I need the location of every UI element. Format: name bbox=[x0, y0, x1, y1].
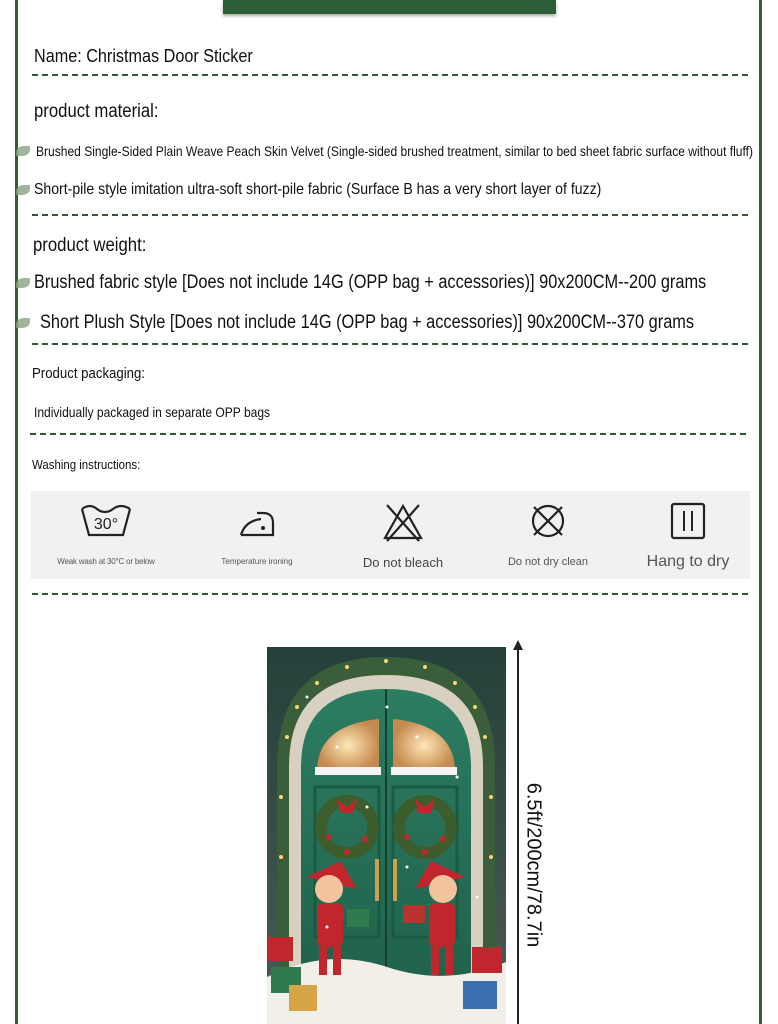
iron-item bbox=[187, 491, 327, 579]
packaging-heading: Product packaging: bbox=[32, 365, 146, 382]
washing-instructions-panel bbox=[31, 491, 750, 579]
wash-30-icon bbox=[79, 501, 133, 541]
svg-text:30°: 30° bbox=[93, 516, 119, 533]
leaf-decoration bbox=[16, 185, 30, 195]
no-bleach-icon bbox=[381, 501, 425, 545]
material-heading: product material: bbox=[34, 101, 159, 122]
divider bbox=[32, 343, 748, 345]
iron-label: Temperature ironing bbox=[221, 557, 293, 566]
divider bbox=[32, 214, 748, 216]
iron-icon bbox=[237, 501, 277, 541]
divider bbox=[32, 593, 748, 595]
hang-dry-label: Hang to dry bbox=[646, 553, 730, 570]
leaf-decoration bbox=[16, 278, 30, 288]
hang-dry-item bbox=[618, 491, 758, 579]
packaging-line: Individually packaged in separate OPP bags bbox=[34, 404, 271, 420]
no-bleach-label: Do not bleach bbox=[362, 555, 444, 570]
christmas-door-illustration bbox=[267, 647, 506, 1024]
no-dry-clean-label: Do not dry clean bbox=[507, 556, 589, 568]
leaf-decoration bbox=[16, 146, 30, 156]
divider bbox=[30, 433, 746, 435]
header-bar bbox=[223, 0, 556, 14]
weight-heading: product weight: bbox=[33, 235, 147, 256]
dimension-label: 6.5ft/200cm/78.7in bbox=[522, 782, 545, 948]
no-dry-clean-icon bbox=[528, 501, 568, 541]
wash-30-label: Weak wash at 30°C or below bbox=[57, 557, 155, 566]
dimension-arrow bbox=[517, 648, 519, 1024]
no-bleach-item bbox=[333, 491, 473, 579]
washing-heading: Washing instructions: bbox=[32, 457, 141, 472]
material-line-2: Short-pile style imitation ultra-soft short-pile fabric (Surface B has a very short layer of fuzz) bbox=[34, 181, 602, 198]
right-frame-border bbox=[759, 0, 762, 1024]
no-dry-clean-item bbox=[478, 491, 618, 579]
weight-line-1: Brushed fabric style [Does not include 14G (OPP bag + accessories)] 90x200CM--200 grams bbox=[34, 272, 707, 293]
product-name: Name: Christmas Door Sticker bbox=[34, 46, 253, 66]
divider bbox=[32, 74, 748, 76]
wash-30-item bbox=[36, 491, 176, 579]
weight-line-2: Short Plush Style [Does not include 14G (OPP bag + accessories)] 90x200CM--370 grams bbox=[40, 312, 695, 333]
leaf-decoration bbox=[16, 318, 30, 328]
material-line-1: Brushed Single-Sided Plain Weave Peach Skin Velvet (Single-sided brushed treatment, similar to bed sheet fabric surface without fluff) bbox=[36, 143, 753, 159]
hang-dry-icon bbox=[668, 501, 708, 541]
